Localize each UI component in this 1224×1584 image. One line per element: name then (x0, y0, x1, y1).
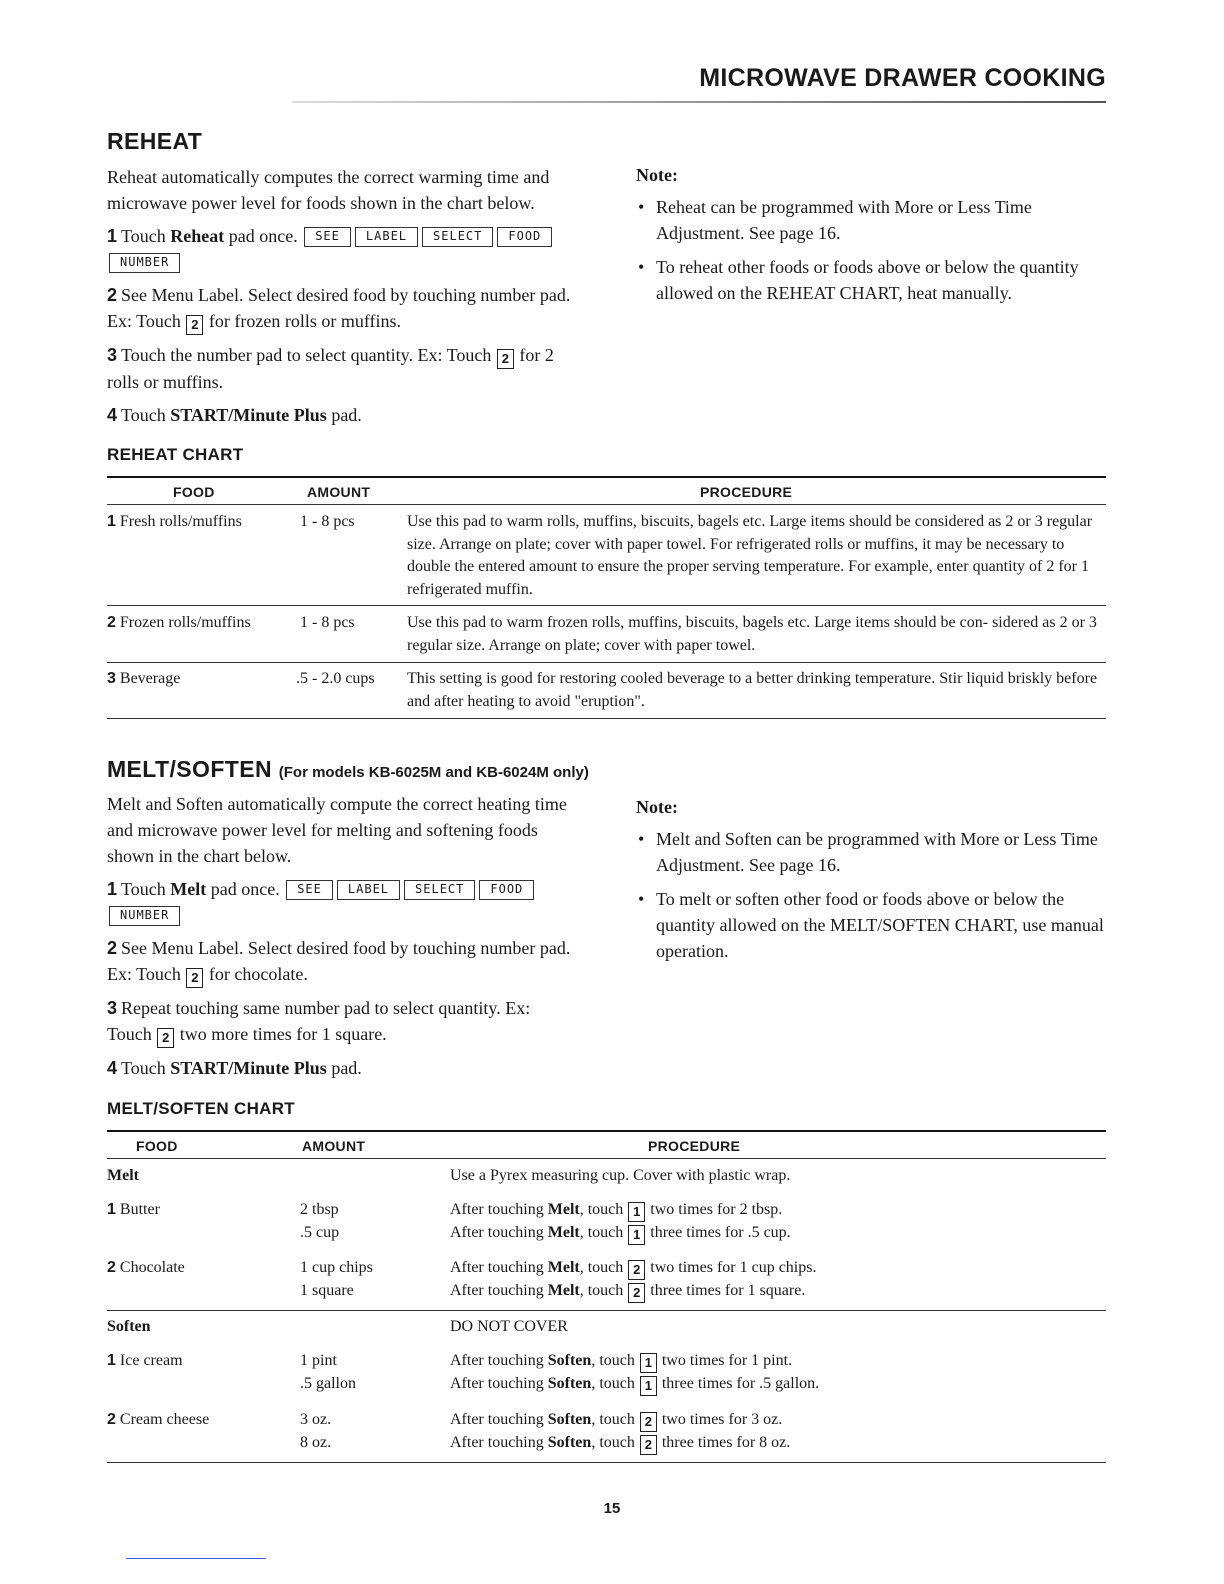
display-select: SELECT (422, 227, 493, 247)
table-rule (107, 476, 1106, 478)
number-key-2: 2 (640, 1412, 657, 1432)
note-item: • Reheat can be programmed with More or Less Time Adjustment. See page 16. (636, 194, 1106, 246)
col-header-amount: AMOUNT (302, 1138, 366, 1154)
reheat-heading: REHEAT (107, 128, 203, 154)
display-see: SEE (304, 227, 351, 247)
note-item: • To reheat other foods or foods above or below the quantity allowed on the REHEAT CHART, heat manually. (636, 254, 1106, 306)
melt-step-4: 4 Touch START/Minute Plus pad. (107, 1058, 362, 1078)
display-select: SELECT (404, 880, 475, 900)
col-header-procedure: PROCEDURE (700, 484, 793, 500)
display-label: LABEL (355, 227, 418, 247)
reheat-chart-title: REHEAT CHART (107, 445, 244, 464)
note-title: Note: (636, 165, 678, 185)
group-label-melt: Melt (107, 1167, 139, 1184)
display-number: NUMBER (109, 253, 180, 273)
display-food: FOOD (479, 880, 534, 900)
table-rule (107, 1130, 1106, 1132)
melt-chart-title: MELT/SOFTEN CHART (107, 1099, 295, 1118)
note-item: • Melt and Soften can be programmed with More or Less Time Adjustment. See page 16. (636, 826, 1106, 878)
col-header-procedure: PROCEDURE (648, 1138, 741, 1154)
melt-soften-heading: MELT/SOFTEN (For models KB-6025M and KB-6024M only) (107, 756, 589, 782)
reheat-intro: Reheat automatically computes the correct warming time and microwave power level for foods shown in the chart below. (107, 167, 550, 213)
number-key-1: 1 (640, 1353, 657, 1373)
melt-intro: Melt and Soften automatically compute the correct heating time and microwave power level for melting and softening foods shown in the chart below. (107, 794, 567, 866)
display-label: LABEL (337, 880, 400, 900)
group-note-melt: Use a Pyrex measuring cup. Cover with plastic wrap. (450, 1167, 791, 1184)
header-rule (292, 101, 1106, 103)
melt-note (636, 794, 1106, 972)
group-note-soften: DO NOT COVER (450, 1318, 568, 1335)
number-key-2: 2 (628, 1283, 645, 1303)
melt-step-1: 1 Touch Melt pad once. SEE LABEL SELECT FOODNUMBER (107, 876, 579, 928)
reheat-instructions (107, 164, 579, 435)
melt-step-3: 3 Repeat touching same number pad to select quantity. Ex: Touch 2 two more times for 1 square. (107, 995, 579, 1048)
reheat-step-4: 4 Touch START/Minute Plus pad. (107, 405, 362, 425)
table-rule (107, 605, 1106, 606)
col-header-food: FOOD (136, 1138, 178, 1154)
reheat-step-1: 1 Touch Reheat pad once. SEE LABEL SELECT FOODNUMBER (107, 223, 579, 275)
table-rule (107, 1462, 1106, 1463)
display-see: SEE (286, 880, 333, 900)
note-item: • To melt or soften other food or foods above or below the quantity allowed on the MELT/SOFTEN CHART, use manual operation. (636, 886, 1106, 964)
table-rule (107, 1310, 1106, 1311)
number-key-2: 2 (497, 349, 514, 369)
table-rule (107, 662, 1106, 663)
melt-step-2: 2 See Menu Label. Select desired food by touching number pad. Ex: Touch 2 for chocolate. (107, 935, 579, 988)
number-key-2: 2 (628, 1260, 645, 1280)
number-key-2: 2 (157, 1028, 174, 1048)
reheat-step-2: 2 See Menu Label. Select desired food by touching number pad. Ex: Touch 2 for frozen rolls or muffins. (107, 282, 579, 335)
melt-instructions (107, 791, 579, 1088)
number-key-1: 1 (628, 1225, 645, 1245)
table-rule (107, 1158, 1106, 1159)
number-key-1: 1 (628, 1202, 645, 1222)
reheat-step-3: 3 Touch the number pad to select quantity. Ex: Touch 2 for 2 rolls or muffins. (107, 345, 554, 392)
number-key-1: 1 (640, 1376, 657, 1396)
display-food: FOOD (497, 227, 552, 247)
note-title: Note: (636, 797, 678, 817)
table-rule (107, 718, 1106, 719)
page-number: 15 (603, 1500, 621, 1517)
number-key-2: 2 (640, 1435, 657, 1455)
col-header-food: FOOD (173, 484, 215, 500)
col-header-amount: AMOUNT (307, 484, 371, 500)
group-label-soften: Soften (107, 1318, 151, 1335)
number-key-2: 2 (186, 315, 203, 335)
table-rule (107, 504, 1106, 505)
page-header-title: MICROWAVE DRAWER COOKING (699, 64, 1106, 92)
melt-soften-subtitle: (For models KB-6025M and KB-6024M only) (278, 764, 589, 781)
footer-rule (126, 1558, 266, 1559)
reheat-note (636, 162, 1106, 314)
display-number: NUMBER (109, 906, 180, 926)
number-key-2: 2 (186, 968, 203, 988)
